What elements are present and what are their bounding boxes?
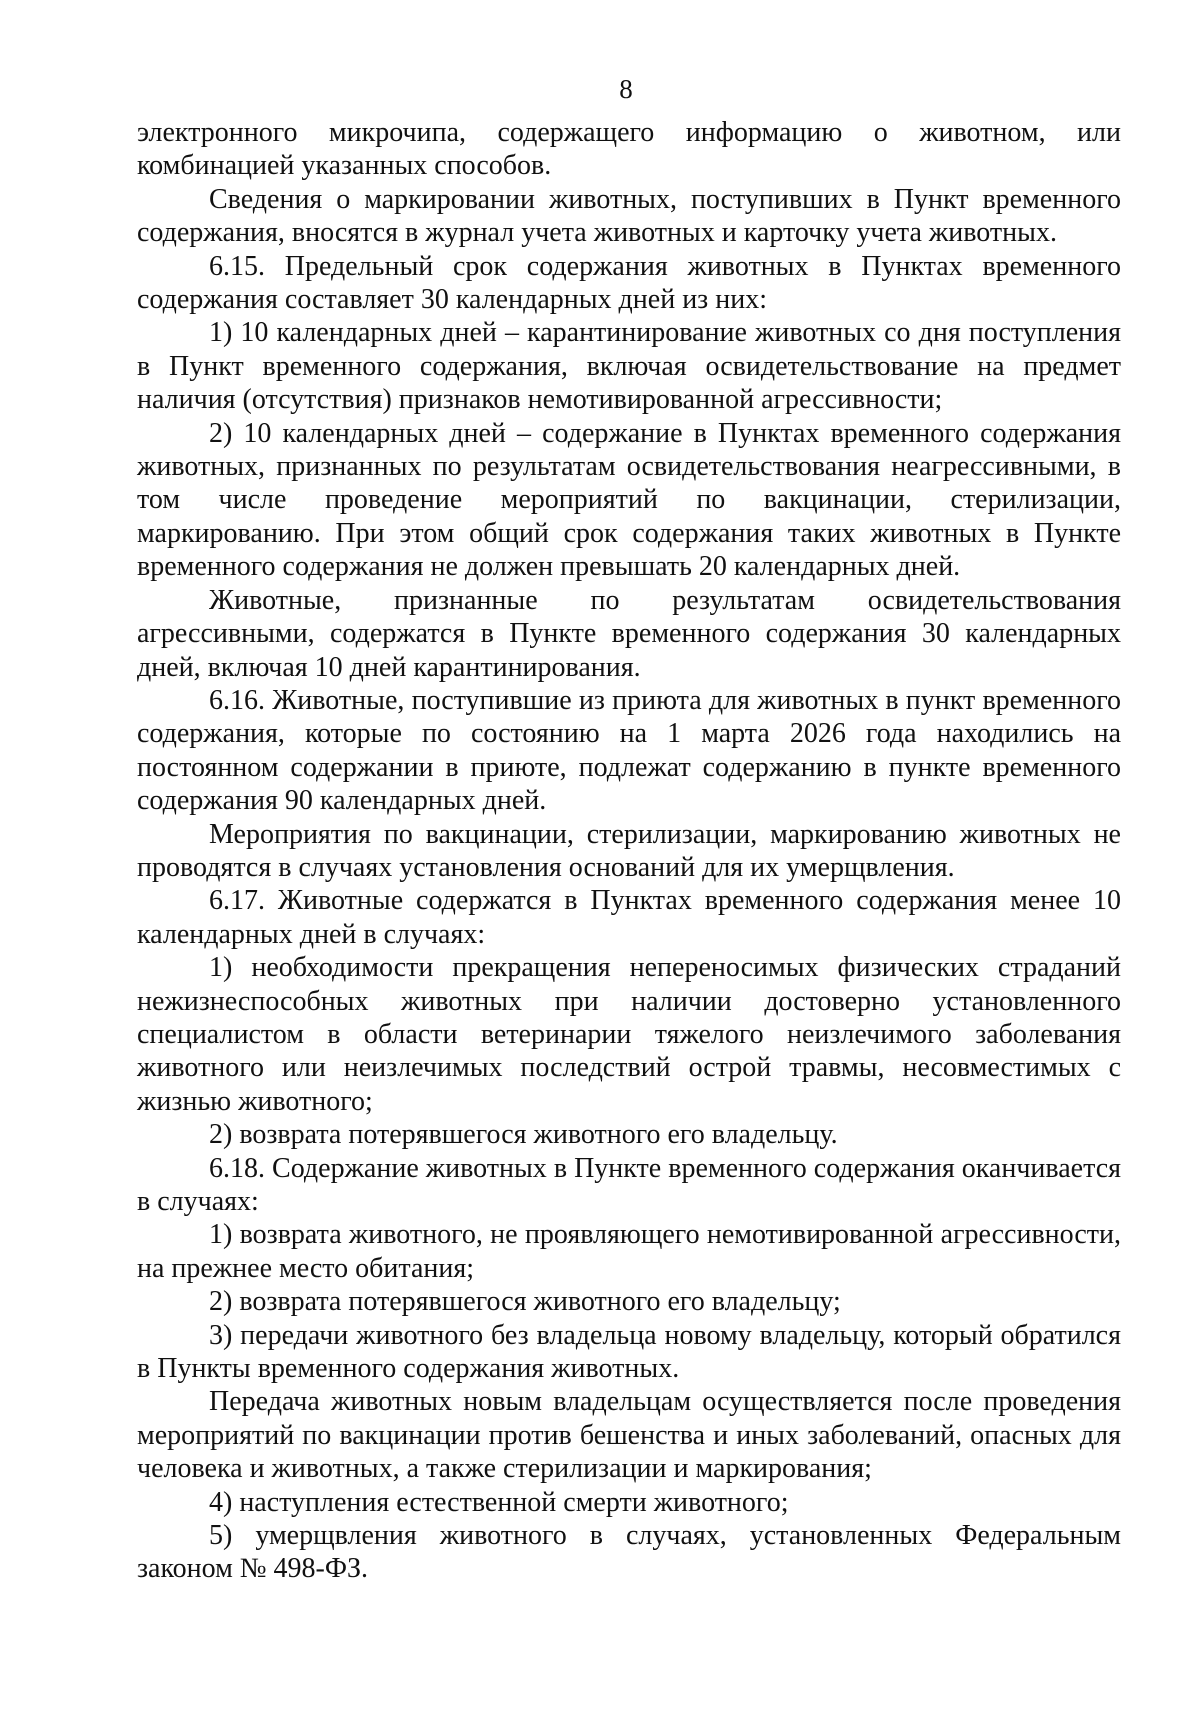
document-body xyxy=(137,116,1121,1586)
paragraph: электронного микрочипа, содержащего информацию о животном, или комбинацией указанных способов. xyxy=(137,117,1121,182)
list-item: 4) наступления естественной смерти животного; xyxy=(209,1486,789,1518)
paragraph: Мероприятия по вакцинации, стерилизации, маркированию животных не проводятся в случаях установления оснований для их умерщвления. xyxy=(137,818,1121,883)
list-item: 1) 10 календарных дней – карантинирование животных со дня поступления в Пункт временного содержания, включая освидетельствование на предмет наличия (отсутствия) признаков немотивированной агрессивности; xyxy=(137,317,1121,416)
page-number: 8 xyxy=(619,74,633,104)
paragraph-6-17: 6.17. Животные содержатся в Пунктах временного содержания менее 10 календарных дней в случаях: xyxy=(137,885,1121,950)
list-item: 2) возврата потерявшегося животного его владельцу; xyxy=(209,1286,841,1318)
list-item: 1) необходимости прекращения непереносимых физических страданий нежизнеспособных животных при наличии достоверно установленного специалистом в области ветеринарии тяжелого неизлечимого заболевания животного или неизлечимых последствий острой травмы, несовместимых с жизнью животного; xyxy=(137,952,1121,1117)
list-item: 2) возврата потерявшегося животного его владельцу. xyxy=(209,1119,838,1151)
list-item: 1) возврата животного, не проявляющего немотивированной агрессивности, на прежнее место обитания; xyxy=(137,1219,1121,1284)
paragraph: Передача животных новым владельцам осуществляется после проведения мероприятий по вакцинации против бешенства и иных заболеваний, опасных для человека и животных, а также стерилизации и маркирования; xyxy=(137,1386,1121,1485)
paragraph-6-16: 6.16. Животные, поступившие из приюта для животных в пункт временного содержания, которые по состоянию на 1 марта 2026 года находились на постоянном содержании в приюте, подлежат содержанию в пункте временного содержания 90 календарных дней. xyxy=(137,684,1121,817)
paragraph-6-18: 6.18. Содержание животных в Пункте временного содержания оканчивается в случаях: xyxy=(137,1152,1121,1217)
list-item: 2) 10 календарных дней – содержание в Пунктах временного содержания животных, признанных по результатам освидетельствования неагрессивными, в том числе проведение мероприятий по вакцинации, стерилизации, маркированию. При этом общий срок содержания таких животных в Пункте временного содержания не должен превышать 20 календарных дней. xyxy=(137,417,1121,583)
paragraph-6-15: 6.15. Предельный срок содержания животных в Пунктах временного содержания составляет 30 календарных дней из них: xyxy=(137,250,1121,316)
paragraph: Сведения о маркировании животных, поступивших в Пункт временного содержания, вносятся в журнал учета животных и карточку учета животных. xyxy=(137,183,1121,249)
paragraph: Животные, признанные по результатам освидетельствования агрессивными, содержатся в Пункте временного содержания 30 календарных дней, включая 10 дней карантинирования. xyxy=(137,584,1121,683)
list-item: 5) умерщвления животного в случаях, установленных Федеральным законом № 498-ФЗ. xyxy=(137,1520,1121,1585)
list-item: 3) передачи животного без владельца новому владельцу, который обратился в Пункты временного содержания животных. xyxy=(137,1319,1121,1385)
